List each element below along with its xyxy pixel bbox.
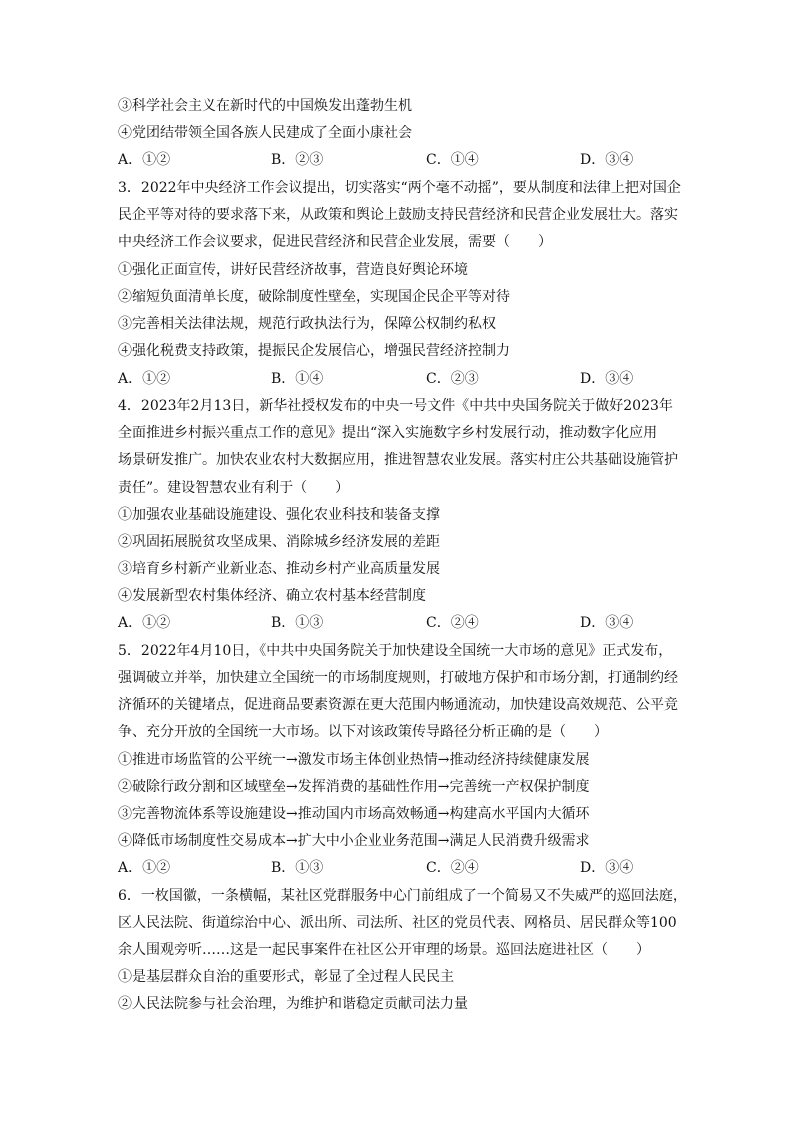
q3-statement-2: ②缩短负面清单长度，破除制度性壁垒，实现国企民企平等对待 bbox=[118, 289, 510, 305]
q6-statement-2: ②人民法院参与社会治理，为维护和谐稳定贡献司法力量 bbox=[118, 996, 468, 1012]
q3-option-b: B．①④ bbox=[271, 371, 324, 387]
q5-statement-1: ①推进市场监管的公平统一→激发市场主体创业热情→推动经济持续健康发展 bbox=[118, 752, 590, 768]
q5-stem-line-1: 5．2022年4月10日，《中共中央国务院关于加快建设全国统一大市场的意见》正式发布， bbox=[118, 643, 673, 659]
q3-option-a: A．①② bbox=[118, 371, 171, 387]
q3-statement-4: ④强化税费支持政策，提振民企发展信心，增强民营经济控制力 bbox=[118, 343, 510, 359]
q5-option-b: B．①③ bbox=[271, 860, 324, 876]
q4-option-a: A．①② bbox=[118, 615, 171, 631]
q5-statement-4: ④降低市场制度性交易成本→扩大中小企业业务范围→满足人民消费升级需求 bbox=[118, 833, 590, 849]
q4-stem-line-3: 场景研发推广。加快农业农村大数据应用，推进智慧农业发展。落实村庄公共基础设施管护 bbox=[118, 452, 678, 468]
q5-option-c: C．②④ bbox=[426, 860, 479, 876]
q4-stem-line-1: 4．2023年2月13日，新华社授权发布的中央一号文件《中共中央国务院关于做好2023年 bbox=[118, 398, 673, 414]
q4-statement-1: ①加强农业基础设施建设、强化农业科技和装备支撑 bbox=[118, 507, 440, 523]
q3-statement-1: ①强化正面宣传，讲好民营经济故事，营造良好舆论环境 bbox=[118, 262, 468, 278]
q5-statement-3: ③完善物流体系等设施建设→推动国内市场高效畅通→构建高水平国内大循环 bbox=[118, 806, 590, 822]
q4-option-d: D．③④ bbox=[580, 615, 634, 631]
q6-stem-line-1: 6．一枚国徽，一条横幅，某社区党群服务中心门前组成了一个简易又不失威严的巡回法庭， bbox=[118, 888, 687, 904]
q4-stem-line-4: 责任”。建设智慧农业有利于（ ） bbox=[118, 480, 350, 496]
q4-stem-line-2: 全面推进乡村振兴重点工作的意见》提出“深入实施数字乡村发展行动，推动数字化应用 bbox=[118, 425, 658, 441]
q5-stem-line-3: 济循环的关键堵点，促进商品要素资源在更大范围内畅通流动，加快建设高效规范、公平竞 bbox=[118, 697, 678, 713]
q2-option-d: D．③④ bbox=[580, 152, 634, 168]
q3-statement-3: ③完善相关法律法规，规范行政执法行为，保障公权制约私权 bbox=[118, 316, 496, 332]
q5-stem-line-2: 强调破立并举，加快建立全国统一的市场制度规则，打破地方保护和市场分割，打通制约经 bbox=[118, 670, 678, 686]
q5-option-a: A．①② bbox=[118, 860, 171, 876]
q2-statement-4: ④党团结带领全国各族人民建成了全面小康社会 bbox=[118, 125, 412, 141]
q2-option-b: B．②③ bbox=[271, 152, 324, 168]
q5-option-d: D．③④ bbox=[580, 860, 634, 876]
q6-stem-line-3: 余人围观旁听……这是一起民事案件在社区公开审理的场景。巡回法庭进社区（ ） bbox=[118, 942, 650, 958]
q3-option-d: D．③④ bbox=[580, 371, 634, 387]
q3-stem-line-3: 中央经济工作会议要求，促进民营经济和民营企业发展，需要（ ） bbox=[118, 234, 552, 250]
q3-stem-line-2: 民企平等对待的要求落下来，从政策和舆论上鼓励支持民营经济和民营企业发展壮大。落实 bbox=[118, 207, 678, 223]
q2-option-a: A．①② bbox=[118, 152, 171, 168]
q4-statement-4: ④发展新型农村集体经济、确立农村基本经营制度 bbox=[118, 588, 426, 604]
q3-option-c: C．②③ bbox=[426, 371, 479, 387]
q3-stem-line-1: 3．2022年中央经济工作会议提出，切实落实“两个毫不动摇”，要从制度和法律上把对国企 bbox=[118, 180, 681, 196]
q5-stem-line-4: 争、充分开放的全国统一大市场。以下对该政策传导路径分析正确的是（ ） bbox=[118, 724, 608, 740]
q4-statement-3: ③培育乡村新产业新业态、推动乡村产业高质量发展 bbox=[118, 561, 440, 577]
q4-option-c: C．②④ bbox=[426, 615, 479, 631]
q6-statement-1: ①是基层群众自治的重要形式，彰显了全过程人民民主 bbox=[118, 969, 454, 985]
q4-statement-2: ②巩固拓展脱贫攻坚成果、消除城乡经济发展的差距 bbox=[118, 534, 440, 550]
q2-statement-3: ③科学社会主义在新时代的中国焕发出蓬勃生机 bbox=[118, 98, 412, 114]
q5-statement-2: ②破除行政分割和区域壁垒→发挥消费的基础性作用→完善统一产权保护制度 bbox=[118, 779, 590, 795]
q4-option-b: B．①③ bbox=[271, 615, 324, 631]
q2-option-c: C．①④ bbox=[426, 152, 479, 168]
q6-stem-line-2: 区人民法院、街道综治中心、派出所、司法所、社区的党员代表、网格员、居民群众等100 bbox=[118, 915, 677, 931]
